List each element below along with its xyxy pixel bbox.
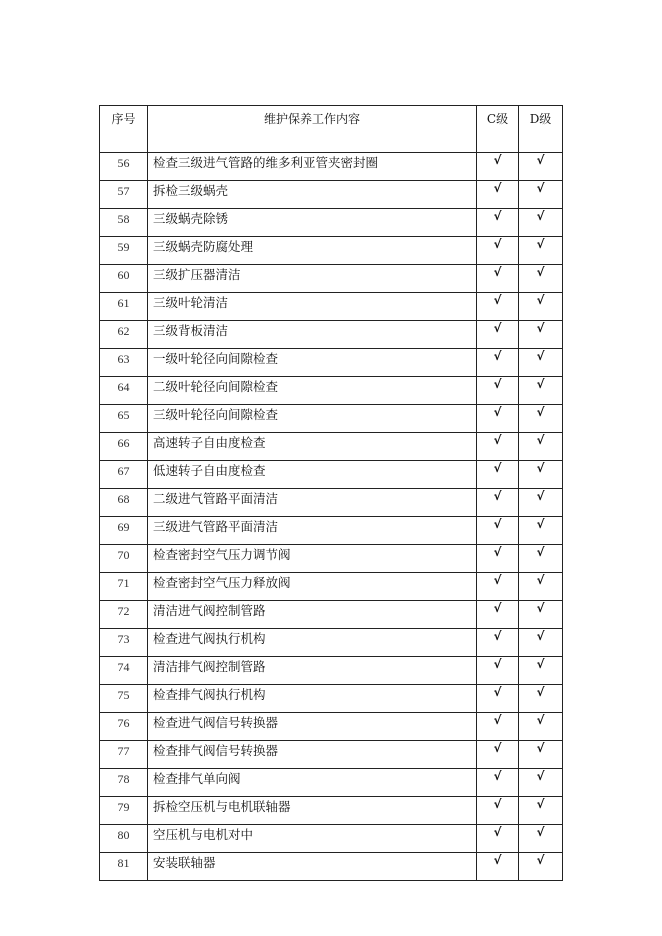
maintenance-table bbox=[99, 105, 563, 881]
row-content: 检查进气阀执行机构 bbox=[148, 629, 477, 657]
row-content: 检查进气阀信号转换器 bbox=[148, 713, 477, 741]
row-content: 清洁进气阀控制管路 bbox=[148, 601, 477, 629]
header-index: 序号 bbox=[100, 106, 148, 153]
row-number: 69 bbox=[100, 517, 148, 545]
row-content: 清洁排气阀控制管路 bbox=[148, 657, 477, 685]
row-number: 79 bbox=[100, 797, 148, 825]
grade-d-check: √ bbox=[519, 545, 563, 573]
grade-d-check: √ bbox=[519, 237, 563, 265]
row-content: 三级蜗壳除锈 bbox=[148, 209, 477, 237]
table-row bbox=[100, 601, 563, 629]
grade-c-check: √ bbox=[477, 825, 519, 853]
row-number: 81 bbox=[100, 853, 148, 881]
grade-c-check: √ bbox=[477, 685, 519, 713]
table-row bbox=[100, 377, 563, 405]
row-number: 59 bbox=[100, 237, 148, 265]
grade-c-check: √ bbox=[477, 377, 519, 405]
grade-c-check: √ bbox=[477, 657, 519, 685]
grade-c-check: √ bbox=[477, 153, 519, 181]
row-content: 检查密封空气压力调节阀 bbox=[148, 545, 477, 573]
row-content: 低速转子自由度检查 bbox=[148, 461, 477, 489]
grade-c-check: √ bbox=[477, 489, 519, 517]
grade-d-check: √ bbox=[519, 349, 563, 377]
header-grade-c: C级 bbox=[477, 106, 519, 153]
row-content: 三级背板清洁 bbox=[148, 321, 477, 349]
table-row bbox=[100, 405, 563, 433]
row-number: 61 bbox=[100, 293, 148, 321]
table-row bbox=[100, 209, 563, 237]
row-number: 66 bbox=[100, 433, 148, 461]
row-number: 62 bbox=[100, 321, 148, 349]
grade-d-check: √ bbox=[519, 713, 563, 741]
row-number: 73 bbox=[100, 629, 148, 657]
grade-d-check: √ bbox=[519, 741, 563, 769]
table-row bbox=[100, 517, 563, 545]
table-row bbox=[100, 769, 563, 797]
grade-d-check: √ bbox=[519, 153, 563, 181]
row-number: 68 bbox=[100, 489, 148, 517]
table-row bbox=[100, 433, 563, 461]
grade-c-check: √ bbox=[477, 181, 519, 209]
header-content: 维护保养工作内容 bbox=[148, 106, 477, 153]
grade-d-check: √ bbox=[519, 517, 563, 545]
grade-c-check: √ bbox=[477, 293, 519, 321]
table-row bbox=[100, 349, 563, 377]
row-number: 74 bbox=[100, 657, 148, 685]
row-number: 72 bbox=[100, 601, 148, 629]
table-row bbox=[100, 461, 563, 489]
row-content: 三级叶轮径向间隙检查 bbox=[148, 405, 477, 433]
table-row bbox=[100, 573, 563, 601]
table-header-row bbox=[100, 106, 563, 153]
table-row bbox=[100, 293, 563, 321]
table-row bbox=[100, 489, 563, 517]
grade-c-check: √ bbox=[477, 237, 519, 265]
table-row bbox=[100, 321, 563, 349]
row-content: 拆检空压机与电机联轴器 bbox=[148, 797, 477, 825]
grade-c-check: √ bbox=[477, 853, 519, 881]
grade-c-check: √ bbox=[477, 601, 519, 629]
row-content: 检查三级进气管路的维多利亚管夹密封圈 bbox=[148, 153, 477, 181]
grade-d-check: √ bbox=[519, 265, 563, 293]
row-content: 三级蜗壳防腐处理 bbox=[148, 237, 477, 265]
grade-d-check: √ bbox=[519, 405, 563, 433]
row-content: 检查密封空气压力释放阀 bbox=[148, 573, 477, 601]
row-number: 75 bbox=[100, 685, 148, 713]
grade-c-check: √ bbox=[477, 713, 519, 741]
table-row bbox=[100, 545, 563, 573]
grade-c-check: √ bbox=[477, 321, 519, 349]
grade-d-check: √ bbox=[519, 321, 563, 349]
grade-c-check: √ bbox=[477, 265, 519, 293]
grade-d-check: √ bbox=[519, 853, 563, 881]
grade-c-check: √ bbox=[477, 433, 519, 461]
grade-d-check: √ bbox=[519, 685, 563, 713]
grade-d-check: √ bbox=[519, 293, 563, 321]
row-content: 二级进气管路平面清洁 bbox=[148, 489, 477, 517]
row-content: 二级叶轮径向间隙检查 bbox=[148, 377, 477, 405]
table-row bbox=[100, 853, 563, 881]
row-number: 65 bbox=[100, 405, 148, 433]
row-number: 58 bbox=[100, 209, 148, 237]
row-content: 高速转子自由度检查 bbox=[148, 433, 477, 461]
grade-d-check: √ bbox=[519, 377, 563, 405]
grade-c-check: √ bbox=[477, 545, 519, 573]
row-number: 57 bbox=[100, 181, 148, 209]
table-row bbox=[100, 657, 563, 685]
grade-c-check: √ bbox=[477, 517, 519, 545]
grade-c-check: √ bbox=[477, 349, 519, 377]
table-row bbox=[100, 741, 563, 769]
row-content: 三级叶轮清洁 bbox=[148, 293, 477, 321]
table-row bbox=[100, 181, 563, 209]
row-number: 76 bbox=[100, 713, 148, 741]
row-number: 77 bbox=[100, 741, 148, 769]
header-grade-d: D级 bbox=[519, 106, 563, 153]
grade-d-check: √ bbox=[519, 489, 563, 517]
row-content: 拆检三级蜗壳 bbox=[148, 181, 477, 209]
grade-c-check: √ bbox=[477, 461, 519, 489]
grade-c-check: √ bbox=[477, 741, 519, 769]
row-number: 64 bbox=[100, 377, 148, 405]
table-row bbox=[100, 825, 563, 853]
row-content: 检查排气阀信号转换器 bbox=[148, 741, 477, 769]
grade-c-check: √ bbox=[477, 209, 519, 237]
row-number: 80 bbox=[100, 825, 148, 853]
table-row bbox=[100, 265, 563, 293]
grade-d-check: √ bbox=[519, 433, 563, 461]
row-number: 78 bbox=[100, 769, 148, 797]
grade-d-check: √ bbox=[519, 629, 563, 657]
row-number: 71 bbox=[100, 573, 148, 601]
table-row bbox=[100, 797, 563, 825]
grade-d-check: √ bbox=[519, 461, 563, 489]
grade-d-check: √ bbox=[519, 181, 563, 209]
row-number: 63 bbox=[100, 349, 148, 377]
grade-d-check: √ bbox=[519, 209, 563, 237]
grade-c-check: √ bbox=[477, 405, 519, 433]
table-row bbox=[100, 153, 563, 181]
grade-d-check: √ bbox=[519, 769, 563, 797]
row-content: 一级叶轮径向间隙检查 bbox=[148, 349, 477, 377]
row-number: 67 bbox=[100, 461, 148, 489]
row-content: 三级进气管路平面清洁 bbox=[148, 517, 477, 545]
grade-d-check: √ bbox=[519, 797, 563, 825]
grade-c-check: √ bbox=[477, 573, 519, 601]
row-content: 空压机与电机对中 bbox=[148, 825, 477, 853]
table-row bbox=[100, 685, 563, 713]
grade-d-check: √ bbox=[519, 601, 563, 629]
row-content: 检查排气阀执行机构 bbox=[148, 685, 477, 713]
grade-c-check: √ bbox=[477, 629, 519, 657]
table-row bbox=[100, 629, 563, 657]
row-number: 56 bbox=[100, 153, 148, 181]
grade-d-check: √ bbox=[519, 573, 563, 601]
row-content: 安装联轴器 bbox=[148, 853, 477, 881]
row-number: 60 bbox=[100, 265, 148, 293]
grade-d-check: √ bbox=[519, 825, 563, 853]
row-content: 三级扩压器清洁 bbox=[148, 265, 477, 293]
grade-c-check: √ bbox=[477, 769, 519, 797]
table-row bbox=[100, 713, 563, 741]
grade-d-check: √ bbox=[519, 657, 563, 685]
row-content: 检查排气单向阀 bbox=[148, 769, 477, 797]
table-row bbox=[100, 237, 563, 265]
grade-c-check: √ bbox=[477, 797, 519, 825]
row-number: 70 bbox=[100, 545, 148, 573]
